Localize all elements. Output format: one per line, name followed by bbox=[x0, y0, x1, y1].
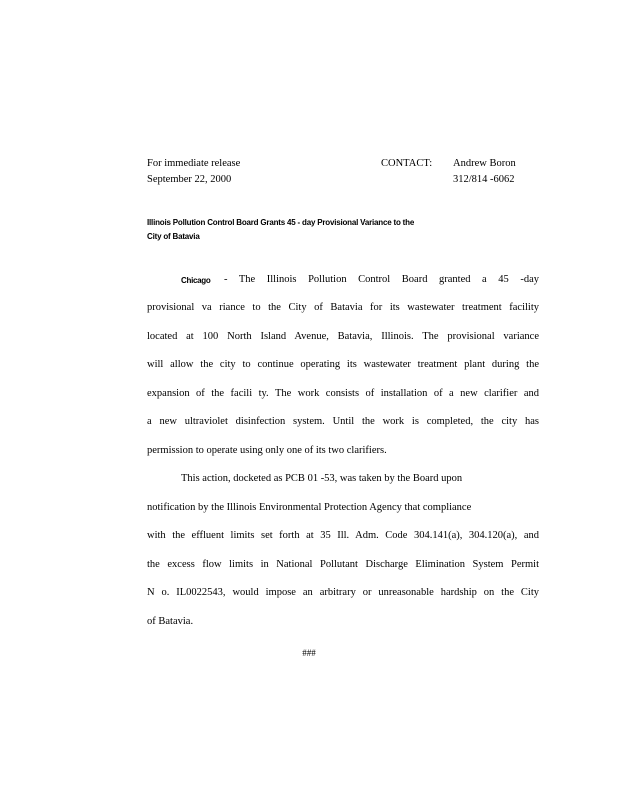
paragraph-2-line-4: the excess flow limits in National Pollutant Discharge Elimination System Permit bbox=[147, 559, 539, 570]
paragraph-1-line-2: provisional va riance to the City of Batavia for its wastewater treatment facility bbox=[147, 302, 539, 313]
paragraph-1-line-1: - The Illinois Pollution Control Board granted a 45 -day bbox=[224, 274, 539, 285]
end-mark: ### bbox=[302, 648, 316, 658]
paragraph-1-line-3: located at 100 North Island Avenue, Batavia, Illinois. The provisional variance bbox=[147, 331, 539, 342]
headline-line-1: Illinois Pollution Control Board Grants 45 - day Provisional Variance to the bbox=[147, 218, 415, 227]
paragraph-1-line-5: expansion of the facili ty. The work consists of installation of a new clarifier and bbox=[147, 388, 539, 399]
release-label: For immediate release bbox=[147, 158, 241, 169]
paragraph-1-line-4: will allow the city to continue operating its wastewater treatment plant during the bbox=[147, 359, 539, 370]
contact-phone: 312/814 -6062 bbox=[453, 174, 515, 185]
contact-name: Andrew Boron bbox=[453, 158, 516, 169]
paragraph-1-line-7: permission to operate using only one of its two clarifiers. bbox=[147, 445, 387, 456]
headline-line-2: City of Batavia bbox=[147, 232, 200, 241]
paragraph-2-line-1: This action, docketed as PCB 01 -53, was taken by the Board upon bbox=[181, 473, 463, 484]
paragraph-2-line-6: of Batavia. bbox=[147, 616, 194, 627]
release-date: September 22, 2000 bbox=[147, 174, 232, 185]
paragraph-1-line-6: a new ultraviolet disinfection system. Until the work is completed, the city has bbox=[147, 416, 539, 427]
paragraph-2-line-3: with the effluent limits set forth at 35 Ill. Adm. Code 304.141(a), 304.120(a), and bbox=[147, 530, 539, 541]
paragraph-2-line-5: N o. IL0022543, would impose an arbitrary or unreasonable hardship on the City bbox=[147, 587, 539, 598]
contact-label: CONTACT: bbox=[381, 158, 433, 169]
paragraph-2-line-2: notification by the Illinois Environmental Protection Agency that compliance bbox=[147, 502, 472, 513]
dateline: Chicago bbox=[181, 276, 211, 285]
